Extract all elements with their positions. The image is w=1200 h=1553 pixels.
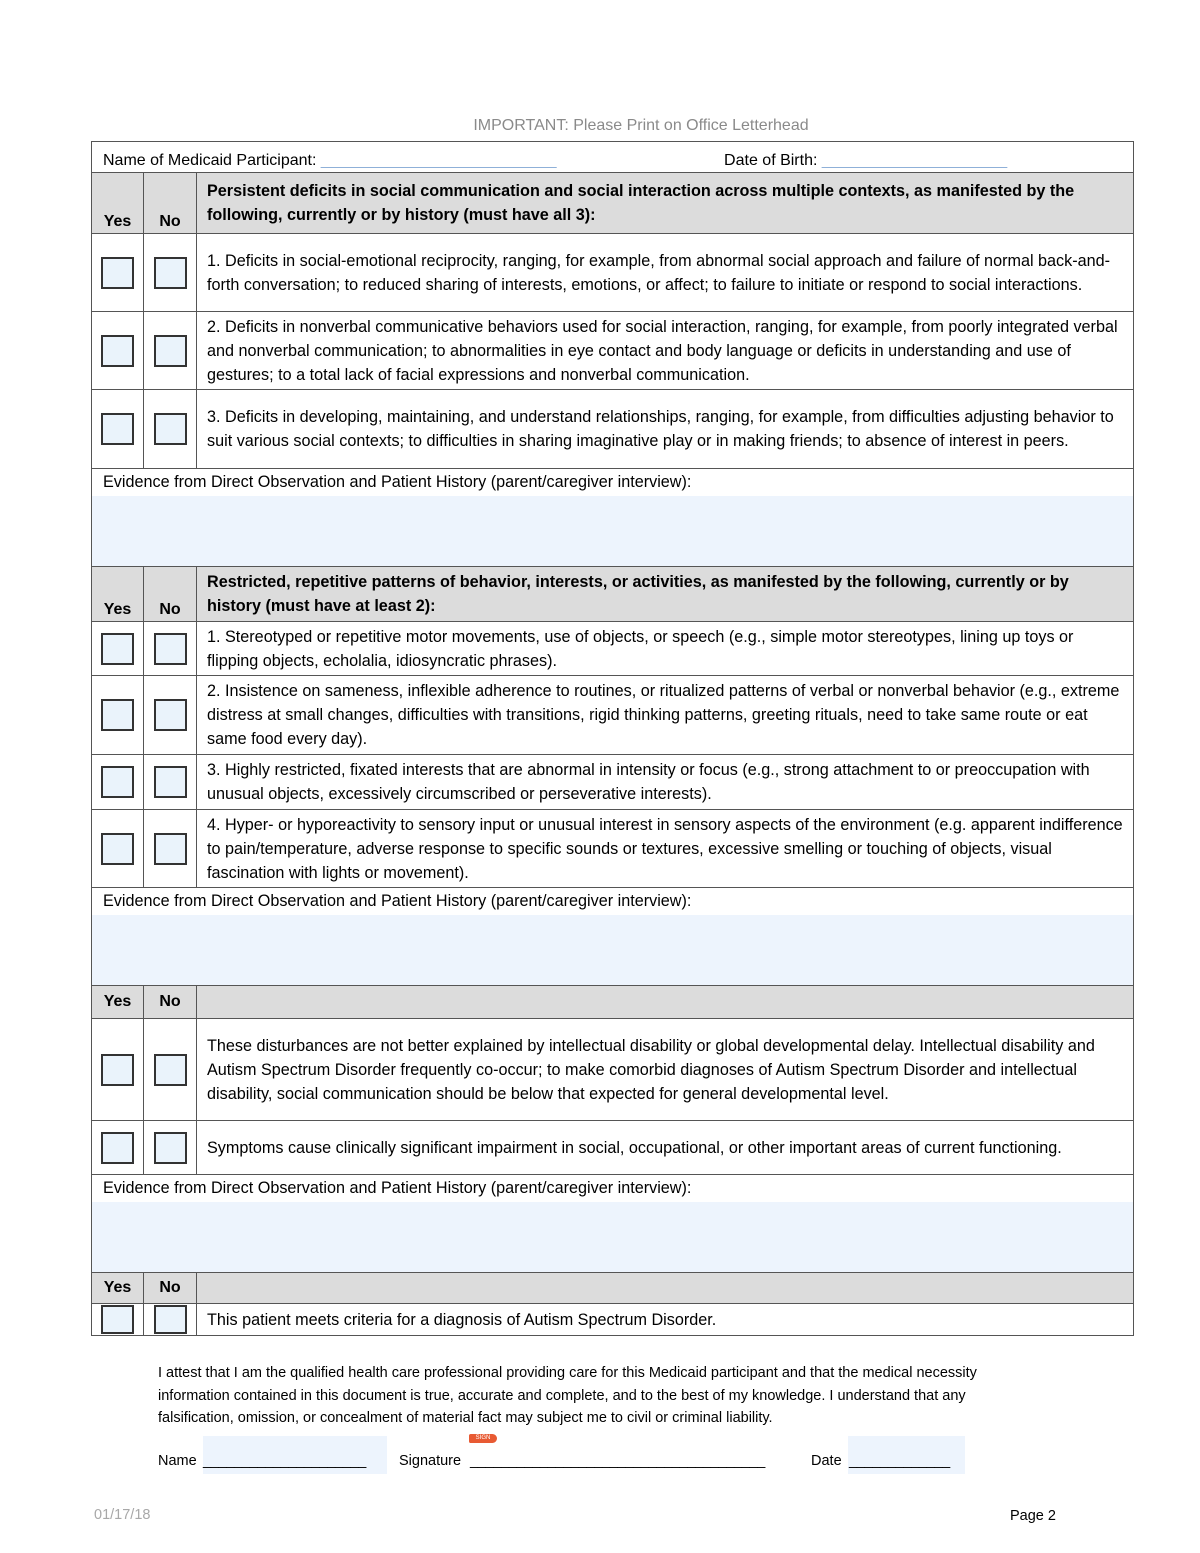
criterion-text: 1. Deficits in social-emotional reciprocity, ranging, for example, from abnormal social approach and failure of normal back-and-forth conversation; to reduced sharing of interests, emotions, or affect; to failure to initiate or respond to social interactions. [207,251,1111,294]
sign-here-tag[interactable]: SIGN [469,1434,497,1443]
diagnosis-statement: This patient meets criteria for a diagnosis of Autism Spectrum Disorder. [207,1310,717,1329]
section2-heading: Restricted, repetitive patterns of behavior, interests, or activities, as manifested by the following, currently or by history (must have at least 2): [207,573,1069,615]
participant-row [92,142,1133,173]
no-checkbox[interactable] [154,1132,187,1164]
participant-name-field[interactable]: ____________________________ [320,152,557,169]
evidence-field[interactable] [92,496,1133,567]
yes-column-header: Yes [92,173,144,233]
yes-column-header: Yes [92,567,144,621]
yes-checkbox[interactable] [101,257,134,289]
criterion-row [92,755,1133,810]
evidence-field[interactable] [92,1202,1133,1273]
no-column-header: No [144,986,197,1018]
criterion-row [92,1121,1133,1175]
diagnosis-row [92,1304,1133,1336]
yes-checkbox[interactable] [101,766,134,798]
criterion-row [92,676,1133,755]
section2-header [92,567,1133,622]
participant-name-label: Name of Medicaid Participant: [103,152,317,169]
criterion-text: 4. Hyper- or hyporeactivity to sensory input or unusual interest in sensory aspects of the environment (e.g. apparent indifference to pain/temperature, adverse response to specific sounds or textures, excessive smelling or touching of objects, visual fascination with lights or movement). [207,815,1123,882]
no-checkbox[interactable] [154,1305,187,1334]
criterion-row [92,234,1133,312]
no-checkbox[interactable] [154,833,187,865]
no-column-header: No [144,567,197,621]
evidence-label: Evidence from Direct Observation and Patient History (parent/caregiver interview): [103,1179,692,1197]
evidence-label: Evidence from Direct Observation and Patient History (parent/caregiver interview): [103,473,692,491]
criterion-row [92,1019,1133,1121]
yes-checkbox[interactable] [101,1132,134,1164]
signature-line[interactable]: ______________________________________ [470,1453,766,1469]
yes-checkbox[interactable] [101,633,134,665]
yes-checkbox[interactable] [101,335,134,367]
page-number: Page 2 [1010,1508,1056,1524]
yes-checkbox[interactable] [101,1305,134,1334]
section4-header [92,1273,1133,1304]
criterion-text: Symptoms cause clinically significant impairment in social, occupational, or other important areas of current functioning. [207,1138,1062,1157]
name-line: _____________________ [203,1453,367,1469]
criteria-form [91,141,1134,1336]
dob-label: Date of Birth: [724,152,818,169]
letterhead-notice: IMPORTANT: Please Print on Office Letterhead [473,117,809,134]
criterion-text: 2. Deficits in nonverbal communicative behaviors used for social interaction, ranging, for example, from poorly integrated verbal and nonverbal communication; to abnormalities in eye contact and body language or deficits in understanding and use of gestures; to a total lack of facial expressions and nonverbal communication. [207,317,1118,384]
no-column-header: No [144,1273,197,1303]
no-checkbox[interactable] [154,699,187,731]
yes-checkbox[interactable] [101,699,134,731]
yes-checkbox[interactable] [101,833,134,865]
criterion-text: 1. Stereotyped or repetitive motor movements, use of objects, or speech (e.g., simple motor stereotypes, lining up toys or flipping objects, echolalia, idiosyncratic phrases). [207,627,1074,670]
evidence-field[interactable] [92,915,1133,986]
dob-field[interactable]: ______________________ [821,152,1007,169]
criterion-row [92,622,1133,676]
revision-date: 01/17/18 [94,1507,151,1523]
section3-header [92,986,1133,1019]
criterion-text: These disturbances are not better explained by intellectual disability or global developmental delay. Intellectual disability and Autism Spectrum Disorder frequently co-occur; to make comorbid diagnoses of Autism Spectrum Disorder and intellectual disability, social communication should be below that expected for general developmental level. [207,1036,1095,1103]
yes-column-header: Yes [92,986,144,1018]
criterion-row [92,312,1133,390]
criterion-text: 3. Highly restricted, fixated interests that are abnormal in intensity or focus (e.g., strong attachment to or preoccupation with unusual objects, excessively circumscribed or perseverative interests). [207,761,1090,803]
signature-label: Signature [399,1453,462,1469]
date-label: Date [811,1453,842,1469]
criterion-row [92,390,1133,469]
no-checkbox[interactable] [154,257,187,289]
no-checkbox[interactable] [154,335,187,367]
section1-heading: Persistent deficits in social communication and social interaction across multiple contexts, as manifested by the following, currently or by history (must have all 3): [207,182,1075,224]
section1-header [92,173,1133,234]
evidence-label: Evidence from Direct Observation and Patient History (parent/caregiver interview): [103,892,692,910]
no-column-header: No [144,173,197,233]
no-checkbox[interactable] [154,633,187,665]
criterion-text: 3. Deficits in developing, maintaining, and understand relationships, ranging, for example, from difficulties adjusting behavior to suit various social contexts; to difficulties in sharing imaginative play or in making friends; to absence of interest in peers. [207,408,1114,450]
criterion-text: 2. Insistence on sameness, inflexible adherence to routines, or ritualized patterns of verbal or nonverbal behavior (e.g., extreme distress at small changes, difficulties with transitions, rigid thinking patterns, greeting rituals, need to take same route or eat same food every day). [207,682,1120,748]
yes-column-header: Yes [92,1273,144,1303]
date-line: _____________ [849,1453,950,1469]
criterion-row [92,810,1133,888]
attestation-text: I attest that I am the qualified health care professional providing care for this Medicaid participant and that the medical necessity information contained in this document is true, accurate and complete, and to the best of my knowledge. I understand that any falsification, omission, or concealment of material fact may subject me to civil or criminal liability. [158,1365,977,1426]
no-checkbox[interactable] [154,413,187,445]
yes-checkbox[interactable] [101,413,134,445]
yes-checkbox[interactable] [101,1054,134,1086]
no-checkbox[interactable] [154,1054,187,1086]
no-checkbox[interactable] [154,766,187,798]
name-label: Name [158,1453,197,1469]
